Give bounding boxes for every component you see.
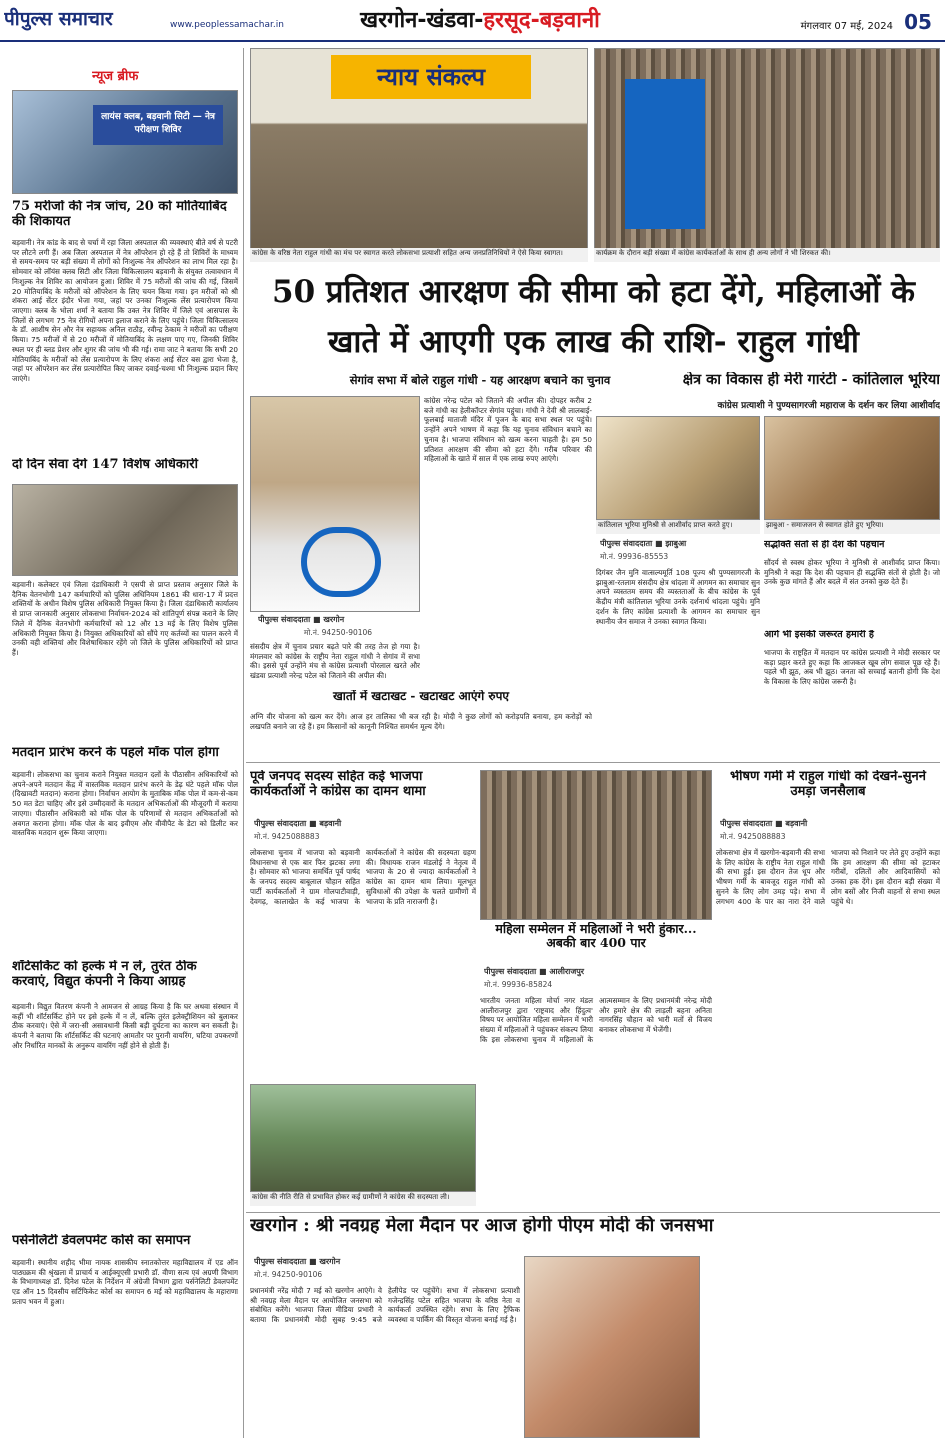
brief-4-title: शॉर्टसर्किट को हल्के में न लें, तुरंत ठीक करवाएं, विद्युत कंपनी ने किया आग्रह — [12, 960, 197, 989]
bottom-story-body-2 — [704, 1256, 940, 1438]
row2-story-1-title: पूर्व जनपद सदस्य सहित कई भाजपा कार्यकर्ताओं ने कांग्रेस का दामन थामा — [250, 770, 426, 799]
row2-story-2-title: महिला सम्मेलन में महिलाओं ने भरी हुंकार... अबकी बार 400 पार — [495, 922, 697, 951]
lead-byline: पीपुल्स संवाददाता ■ खरगोन — [258, 615, 345, 624]
right-story-body-1: दिगंबर जैन मुनि वात्सल्यमूर्ति 108 पूज्य श्री पुण्यसागरजी के झाबुआ-रतलाम संसदीय क्षेत्र थांदला में आगमन का समाचार सुन अपने व्यस्ततम समय की व्यस्तताओं के बीच कांग्रेस के पूर्व केंद्रीय मंत्री कांतिलाल भूरिया उनके दर्शनार्थ थांदला पहुंचे। मुनि दर्शन के लिए कांग्रेस प्रत्याशी के आगमन का समाचार सुन स्थानीय जैन समाज ने उनका स्वागत किया। — [596, 568, 760, 626]
stage-photo-caption: कांग्रेस के वरिष्ठ नेता राहुल गांधी का मंच पर स्वागत करते लोकसभा प्रत्याशी सहित अन्य जनप्रतिनिधियों ने ऐसे किया स्वागत। — [250, 248, 588, 262]
column-divider — [243, 48, 244, 1438]
spacer-42 — [424, 600, 425, 601]
brief-3-title: मतदान प्रारंभ करने के पहले मॉक पोल होगा — [12, 746, 219, 760]
row2-story-2-body: भारतीय जनता महिला मोर्चा नगर मंडल आलीराजपुर द्वारा 'राष्ट्रवाद और हिंदुत्व' विषय पर आयोजित महिला सम्मेलन में भारी संख्या में महिलाओं ने पहुंचकर संकल्प लिया कि इस लोकसभा चुनाव में महिलाओं के आत्मसम्मान के लिए प्रधानमंत्री नरेन्द्र मोदी और हमारे क्षेत्र की लाड़ली बहना अनिता नागरसिंह चौहान को भारी मतों से विजय बनाकर लोकसभा में भेजेंगी। — [480, 996, 712, 1044]
muni-photo-caption: कांतिलाल भूरिया मुनिश्री से आशीर्वाद प्राप्त करते हुए। — [596, 520, 760, 534]
bottom-story-title: खरगोन : श्री नवग्रह मेला मैदान पर आज होगी पीएम मोदी की जनसभा — [250, 1216, 714, 1236]
masthead-title: पीपुल्स समाचार — [4, 8, 113, 30]
news-brief-label: न्यूज ब्रीफ — [92, 69, 139, 84]
congress-flag-icon — [625, 79, 705, 229]
right-story-section-2: आगे भी इसकी जरूरत हमारी है — [764, 630, 874, 640]
hand-symbol-icon — [301, 527, 381, 597]
edition-part-a: खरगोन-खंडवा- — [360, 8, 484, 33]
bottom-story-body: प्रधानमंत्री नरेंद्र मोदी 7 मई को खरगोन आएंगे। वे श्री नवग्रह मेला मैदान पर आयोजित जनसभा को संबोधित करेंगे। भाजपा जिला मीडिया प्रभारी ने बताया कि प्रधानमंत्री मोदी सुबह 9:45 बजे हेलीपेड पर पहुंचेंगे। सभा में लोकसभा प्रत्याशी गजेन्द्रसिंह पटेल सहित भाजपा के वरिष्ठ नेता व कार्यकर्ता उपस्थित रहेंगे। सभा के लिए ट्रैफिक व्यवस्था व पार्किंग की विस्तृत योजना बनाई गई है। — [250, 1286, 520, 1325]
rahul-gandhi-photo — [250, 396, 420, 612]
row2-story-3-title: भीषण गर्मी में राहुल गांधी को देखने-सुनने उमड़ा जनसैलाब — [730, 770, 926, 799]
brief-1-body: बड़वानी। नेत्र कांड के बाद से चर्चा में रहा जिला अस्पताल की व्यवस्थाएं बीते वर्ष से पटरी पर लौटने लगी हैं। अब जिला अस्पताल में नेत्र ऑपरेशन हो रहे हैं तो शिविरों के माध्यम से समय-समय पर बड़ी संख्या में लोगों को निःशुल्क नेत्र ऑपरेशन का लाभ मिल रहा है। सोमवार को लॉयंस क्लब सिटी और जिला चिकित्सालय बड़वानी के संयुक्त तत्वावधान में निःशुल्क नेत्र शिविर का आयोजन हुआ। शिविर में 75 मरीजों की जांच की गई, जिसमें 20 मोतियाबिंद के मरीजों को ऑपरेशन के लिए चयन किया गया। इन मरीजों को श्री शंकरा आई सेंटर इंदौर भेजा गया, जहां पर उनका निःशुल्क लेंस प्रत्यारोपण किया जाएगा। क्लब के भोला शर्मा ने बताया कि उक्त नेत्र शिविर में जिले एवं आसपास के जिलों से लगभग 75 नेत्र रोगियों अपना इलाज कराने के लिए पहुंचे। जिला चिकित्सालय के डॉ. आशीष सेन और नेत्र सहायक अनिल राठौड़, रवीन्द्र ठेकाम ने मरीजों का परीक्षण किया। 75 मरीजों में से 20 मरीजों में मोतियाबिंद के लक्षण पाए गए, जिनकी शिविर स्थल पर ही ब्लड प्रेशर और शुगर की जांच भी की गई। रामा जाट ने बताया कि सभी 20 मोतियाबिंद के मरीजों को लेंस प्रत्यारोपण के लिए शंकरा आई सेंटर बस द्वारा भेजा है, जहां पर ऑपरेशन कर लेंस प्रत्यारोपित किए जाकर दवाई-चश्मा भी निःशुल्क प्रदान किए जाएंगे। — [12, 238, 238, 384]
bottom-story-phone: मो.नं. 94250-90106 — [254, 1270, 323, 1279]
brief-5-body: बड़वानी। स्थानीय शहीद भीमा नायक शासकीय स्नातकोत्तर महाविद्यालय में एड ऑन पाठ्यक्रम की श्रृंखला में प्राचार्य व आईक्यूएसी प्रभारी डॉ. वीणा सत्य एवं अग्रणी विभाग के विभागाध्यक्ष डॉ. दिनेश पटेल के निर्देशन में अंग्रेजी विभाग द्वारा पर्सनेलिटी डेवलपमेंट एड ऑन 15 दिवसीय सर्टिफिकेट कोर्स का समापन 6 मई को महाविद्यालय के महाराणा प्रताप भवन में हुआ। — [12, 1258, 238, 1306]
row2-story-2-phone: मो.नं. 99936-85824 — [484, 980, 553, 989]
row2-story-2-photo — [480, 770, 712, 920]
eye-camp-photo — [12, 90, 238, 194]
masthead-logo — [4, 2, 164, 36]
row2-story-1-caption: कांग्रेस की नीति रीति से प्रभावित होकर कई ग्रामीणों ने कांग्रेस की सदस्यता ली। — [250, 1192, 476, 1206]
muni-photo — [596, 416, 760, 520]
right-story-phone: मो.नं. 99936-85553 — [600, 552, 669, 561]
row2-story-2-byline: पीपुल्स संवाददाता ■ आलीराजपुर — [484, 967, 585, 976]
row2-story-3-phone: मो.नं. 9425088883 — [720, 832, 786, 841]
bottom-story-byline: पीपुल्स संवाददाता ■ खरगोन — [254, 1257, 341, 1266]
row2-story-1-phone: मो.नं. 9425088883 — [254, 832, 320, 841]
lead-headline: 50 प्रतिशत आरक्षण की सीमा को हटा देंगे, महिलाओं के खाते में आएगी एक लाख की राशि- राहुल गांधी — [272, 274, 915, 360]
edition-part-b: हरसूद-बड़वानी — [483, 8, 600, 33]
page-number: 05 — [904, 10, 932, 34]
row2-story-3-body: लोकसभा क्षेत्र में खरगोन-बड़वानी की सभा के लिए कांग्रेस के राष्ट्रीय नेता राहुल गांधी की सभा हुई। इस दौरान तेज धूप और भीषण गर्मी के बावजूद राहुल गांधी को सुनने के लिए लोग उमड़ पड़े। सभा में लगभग 400 के पार का नारा देने वाले भाजपा को निशाने पर लेते हुए उन्होंने कहा कि हम आरक्षण की सीमा को हटाकर गरीबों, दलितों और आदिवासियों को उनका हक देंगे। इस दौरान बड़ी संख्या में लोग बसों और निजी वाहनों से सभा स्थल पहुंचे थे। — [716, 848, 940, 906]
header-rule — [0, 40, 945, 42]
row-divider — [246, 762, 940, 763]
lead-column-1: संसदीय क्षेत्र में चुनाव प्रचार बढ़ते पारे की तरह तेज हो गया है। मंगलवार को कांग्रेस के राष्ट्रीय नेता राहुल गांधी ने सेगांव में सभा की। इससे पूर्व उन्होंने मंच से कांग्रेस प्रत्याशी पोरलाल खरते और खंडवा प्रत्याशी नरेन्द्र पटेल को जिताने की अपील की। — [250, 642, 420, 681]
row2-story-1-photo — [250, 1084, 476, 1192]
brief-2-title: दो दिन सेवा देंगे 147 विशेष अधिकारी — [12, 458, 198, 472]
brief-2-body: बड़वानी। कलेक्टर एवं जिला दंडाधिकारी ने एसपी से प्राप्त प्रस्ताव अनुसार जिले के दैनिक वेतनभोगी 147 कर्मचारियों को पुलिस अधिनियम 1861 की धारा-17 में प्रदत्त शक्तियों के अधीन विशेष पुलिस अधिकारी नियुक्त किया है। जिला दंडाधिकारी कार्यालय से प्राप्त जानकारी अनुसार लोकसभा निर्वाचन-2024 को शांतिपूर्ण संपन्न कराने के लिए जिले में दैनिक वेतनभोगी कर्मचारियों को 12 और 13 मई के लिए विशेष पुलिस अधिकारी नियुक्त किया है। नियुक्त अधिकारियों को सौंपे गए कर्तव्यों का पालन करने में उनकी वही शक्तियां और विशेषाधिकार रहेंगे जो जिले के पुलिस अधिकारियों को प्राप्त हैं। — [12, 580, 238, 658]
bottom-story-photo — [524, 1256, 700, 1438]
right-story-byline: पीपुल्स संवाददाता ■ झाबुआ — [600, 539, 687, 548]
stage-photo — [250, 48, 588, 260]
lead-column-2: कांग्रेस नरेन्द्र पटेल को जिताने की अपील की। दोपहर करीब 2 बजे गांधी का हेलीकॉप्टर सेगांव पहुंचा। गांधी ने देवी श्री लालबाई-फूलबाई माताजी मंदिर में पूजन के बाद सभा स्थल पर पहुंचे। उन्होंने अपने भाषण में कहा कि यह चुनाव संविधान बचाने का चुनाव है। भाजपा संविधान को खत्म करना चाहती है। हम 50 प्रतिशत आरक्षण की सीमा को हटा देंगे। गरीब परिवार की महिलाओं के खाते में साल में एक लाख रुपए आएंगे। — [424, 396, 592, 464]
masthead-site: www.peoplessamachar.in — [170, 20, 284, 30]
right-story-title: क्षेत्र का विकास ही मेरी गारंटी - कांतिलाल भूरिया — [682, 372, 940, 388]
lead-subtitle: सेगांव सभा में बोले राहुल गांधी - यह आरक्षण बचाने का चुनाव — [349, 374, 611, 387]
lead-phone: मो.नं. 94250-90106 — [303, 628, 373, 637]
row2-story-1-body: लोकसभा चुनाव में भाजपा को बड़वानी विधानसभा से एक बार फिर झटका लगा है। सोमवार को भाजपा समर्थित पूर्व पार्षद के जनपद सदस्य बाबूलाल चौहान सहित पार्टी कार्यकर्ताओं ने ग्राम गोलपाटीवाड़ी, देवगढ़, कालाखेत के कई भाजपा के कार्यकर्ताओं ने कांग्रेस की सदस्यता ग्रहण की। विधायक राजन मंडलोई ने नेतृत्व में भाजपा के 20 से ज्यादा कार्यकर्ताओं ने कांग्रेस का दामन थाम लिया। मूलभूत सुविधाओं की उपेक्षा के चलते ग्रामीणों में भाजपा के प्रति नाराजगी है। — [250, 848, 476, 906]
brief-5-title: पर्सनेलिटी डेवलपमेंट कोर्स का समापन — [12, 1234, 191, 1248]
edition-title — [330, 4, 630, 38]
right-story-body-3: भाजपा के राष्ट्रहित में मतदान पर कांग्रेस प्रत्याशी ने मोदी सरकार पर कड़ा प्रहार करते हुए कहा कि आजकल खूब लोग सवाल पूछ रहे हैं। पहले भी झूठ, अब भी झूठ। जनता को सच्चाई बतानी होगी कि देश के विकास के लिए कांग्रेस जरूरी है। — [764, 648, 940, 687]
row2-story-1-byline: पीपुल्स संवाददाता ■ बड़वानी — [254, 819, 342, 828]
stage-banner: न्याय संकल्प — [331, 55, 531, 99]
spacer-17 — [596, 560, 597, 561]
jhabua-photo-caption: झाबुआ - समाजजन से स्वागत होते हुए भूरिया। — [764, 520, 940, 534]
header-date: मंगलवार 07 मई, 2024 — [800, 21, 893, 32]
jhabua-photo — [764, 416, 940, 520]
brief-3-body: बड़वानी। लोकसभा का चुनाव कराने नियुक्त मतदान दलों के पीठासीन अधिकारियों को अपने-अपने मतदान केंद्र में वास्तविक मतदान प्रारंभ करने के डेढ़ घंटे पहले मॉक पोल (दिखावटी मतदान) कराना होगा। निर्वाचन आयोग के मुताबिक मॉक पोल में कम-से-कम 50 मत डेटा चाहिए और इसे उम्मीदवारों के मतदान अभिकर्ताओं की मौजूदगी में कराया जाएगा। पीठासीन अधिकारी को मॉक पोल के परिणामों से मतदान अभिकर्ताओं को अवगत कराना होगा। मॉक पोल के बाद इवीएम और वीवीपैट के डेटा को डिलीट कर वास्तविक मतदान शुरू किया जाएगा। — [12, 770, 238, 838]
brief-4-body: बड़वानी। विद्युत वितरण कंपनी ने आमजन से आग्रह किया है कि घर अथवा संस्थान में कहीं भी शॉर्टसर्किट होने पर इसे हल्के में न लें, बल्कि तुरंत इलेक्ट्रीशियन को बुलाकर ठीक करवाएं। ऐसे में जरा-सी असावधानी किसी बड़ी दुर्घटना का कारण बन सकती है। कंपनी ने बताया कि शॉर्टसर्किट की घटनाएं आमतौर पर पुरानी वायरिंग, घटिया उपकरणों और निर्धारित मानकों के अनुरूप वायरिंग नहीं होने से होती हैं। — [12, 1002, 238, 1050]
eye-camp-banner: लायंस क्लब, बड़वानी सिटी — नेत्र परीक्षण शिविर — [93, 105, 223, 145]
right-story-subtitle: कांग्रेस प्रत्याशी ने पुण्यसागरजी महाराज के दर्शन कर लिया आशीर्वाद — [717, 401, 940, 411]
right-story-body-2: सौंदर्य से स्वस्थ होकर भूरिया ने मुनिश्री से आशीर्वाद प्राप्त किया। मुनिश्री ने कहा कि देश की पहचान ही सद्भक्ति संतों से होती है। जो उनके कुछ मांगते हैं और बदले में संत उनको कुछ देते हैं। — [764, 558, 940, 587]
brief-1-title: 75 मरीजों की नेत्र जांच, 20 को मोतियाबिंद की शिकायत — [12, 200, 227, 229]
lead-subheadline-body: अग्नि वीर योजना को खत्म कर देंगे। आज हर तालिका भी बज रही है। मोदी ने कुछ लोगों को करोड़पति बनाया, हम करोड़ों को लखपति बनाने जा रहे हैं। हम किसानों को कानूनी निश्चित समर्थन मूल्य देंगे। — [250, 712, 592, 731]
right-story-section-1: सद्भक्ति संतों से ही देश की पहचान — [764, 540, 885, 550]
crowd-photo-caption: कार्यक्रम के दौरान बड़ी संख्या में कांग्रेस कार्यकर्ताओं के साथ ही अन्य लोगों ने भी शिरकत की। — [594, 248, 940, 262]
row-divider-2 — [246, 1212, 940, 1213]
officers-photo — [12, 484, 238, 576]
crowd-photo — [594, 48, 940, 260]
lead-subheadline: खातों में खटाखट - खटाखट आएंगे रुपए — [332, 690, 510, 703]
row2-story-3-byline: पीपुल्स संवाददाता ■ बड़वानी — [720, 819, 808, 828]
